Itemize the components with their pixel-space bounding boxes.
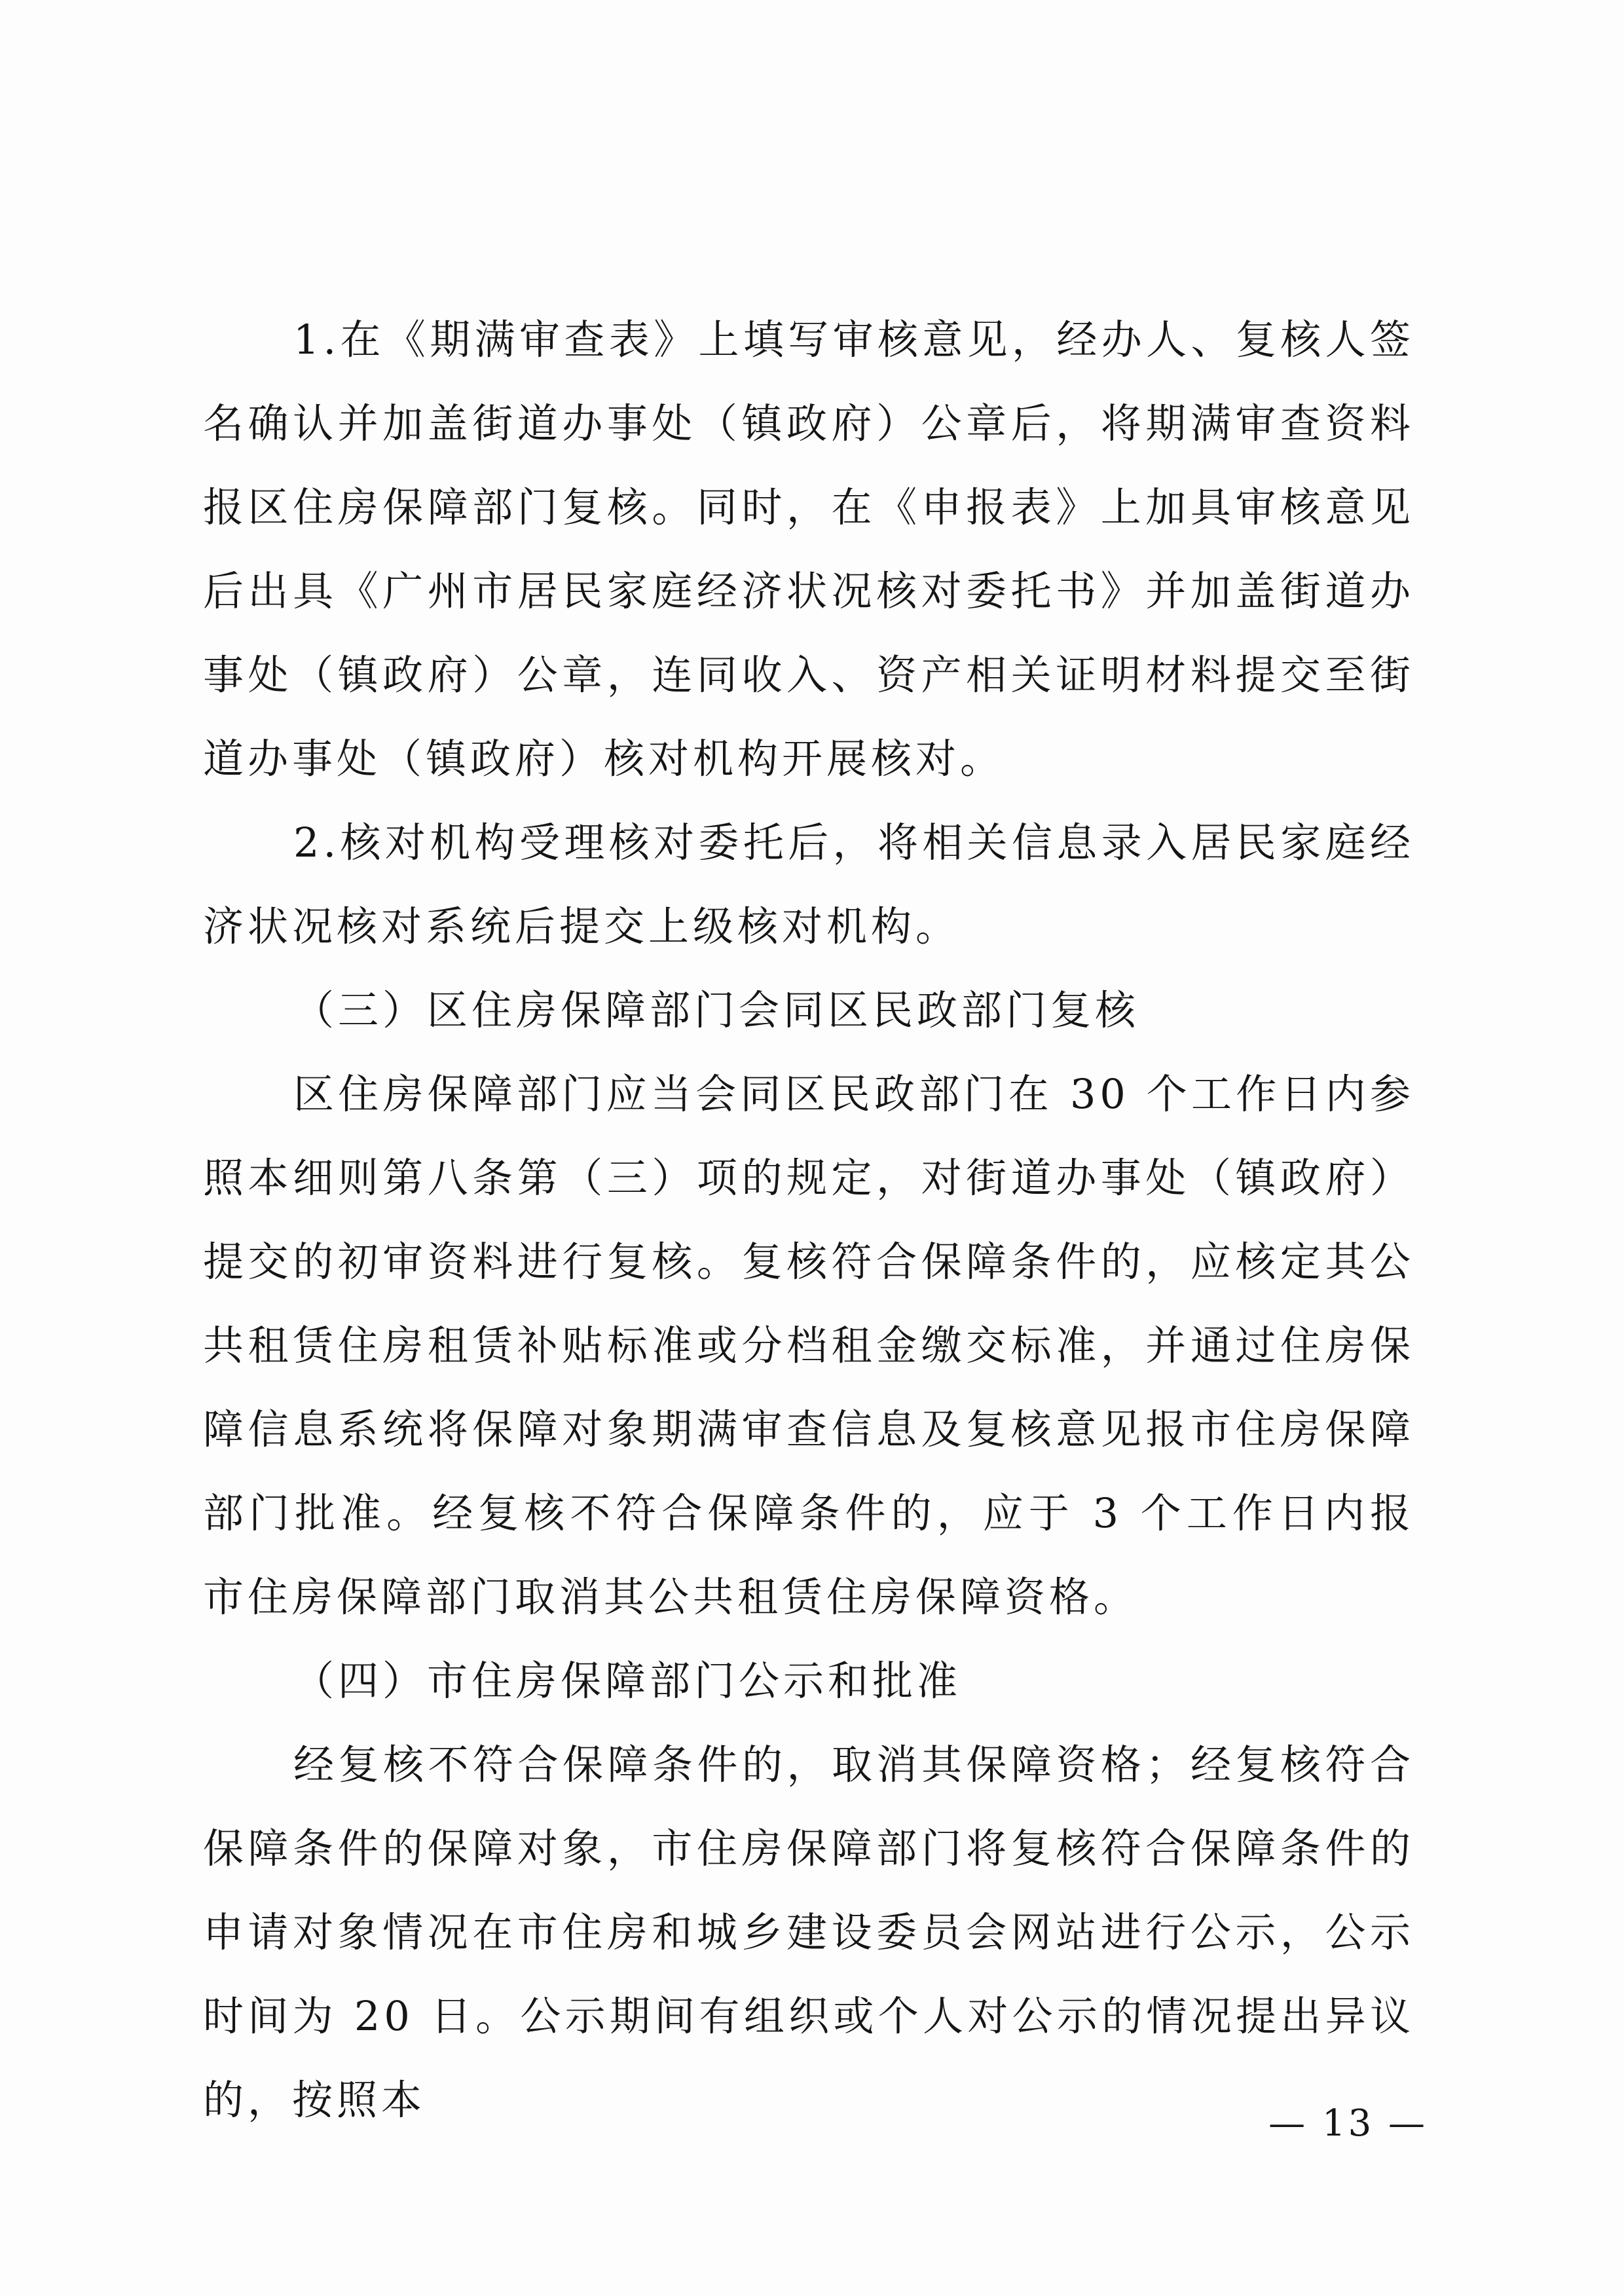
paragraph-section-3-body: 区住房保障部门应当会同区民政部门在 30 个工作日内参照本细则第八条第（三）项的规定，对街道办事处（镇政府）提交的初审资料进行复核。复核符合保障条件的，应核定其公共租赁住房租赁补贴标准或分档租金缴交标准，并通过住房保障信息系统将保障对象期满审查信息及复核意见报市住房保障部门批准。经复核不符合保障条件的，应于 3 个工作日内报市住房保障部门取消其公共租赁住房保障资格。 [203,1070,1414,1621]
paragraph-section-4-body: 经复核不符合保障条件的，取消其保障资格；经复核符合保障条件的保障对象，市住房保障部门将复核符合保障条件的申请对象情况在市住房和城乡建设委员会网站进行公示，公示时间为 20 日。公示期间有组织或个人对公示的情况提出异议的，按照本 [203,1741,1414,2124]
section-heading-4: （四）市住房保障部门公示和批准 [293,1657,962,1705]
page-number: — 13 — [1268,2102,1428,2145]
document-body [203,298,1414,2142]
paragraph-item-2: 2.核对机构受理核对委托后，将相关信息录入居民家庭经济状况核对系统后提交上级核对机构。 [203,819,1414,950]
paragraph-item-1: 1.在《期满审查表》上填写审核意见，经办人、复核人签名确认并加盖街道办事处（镇政府）公章后，将期满审查资料报区住房保障部门复核。同时，在《申报表》上加具审核意见后出具《广州市居民家庭经济状况核对委托书》并加盖街道办事处（镇政府）公章，连同收入、资产相关证明材料提交至街道办事处（镇政府）核对机构开展核对。 [203,316,1414,783]
section-heading-3: （三）区住房保障部门会同区民政部门复核 [293,986,1140,1034]
